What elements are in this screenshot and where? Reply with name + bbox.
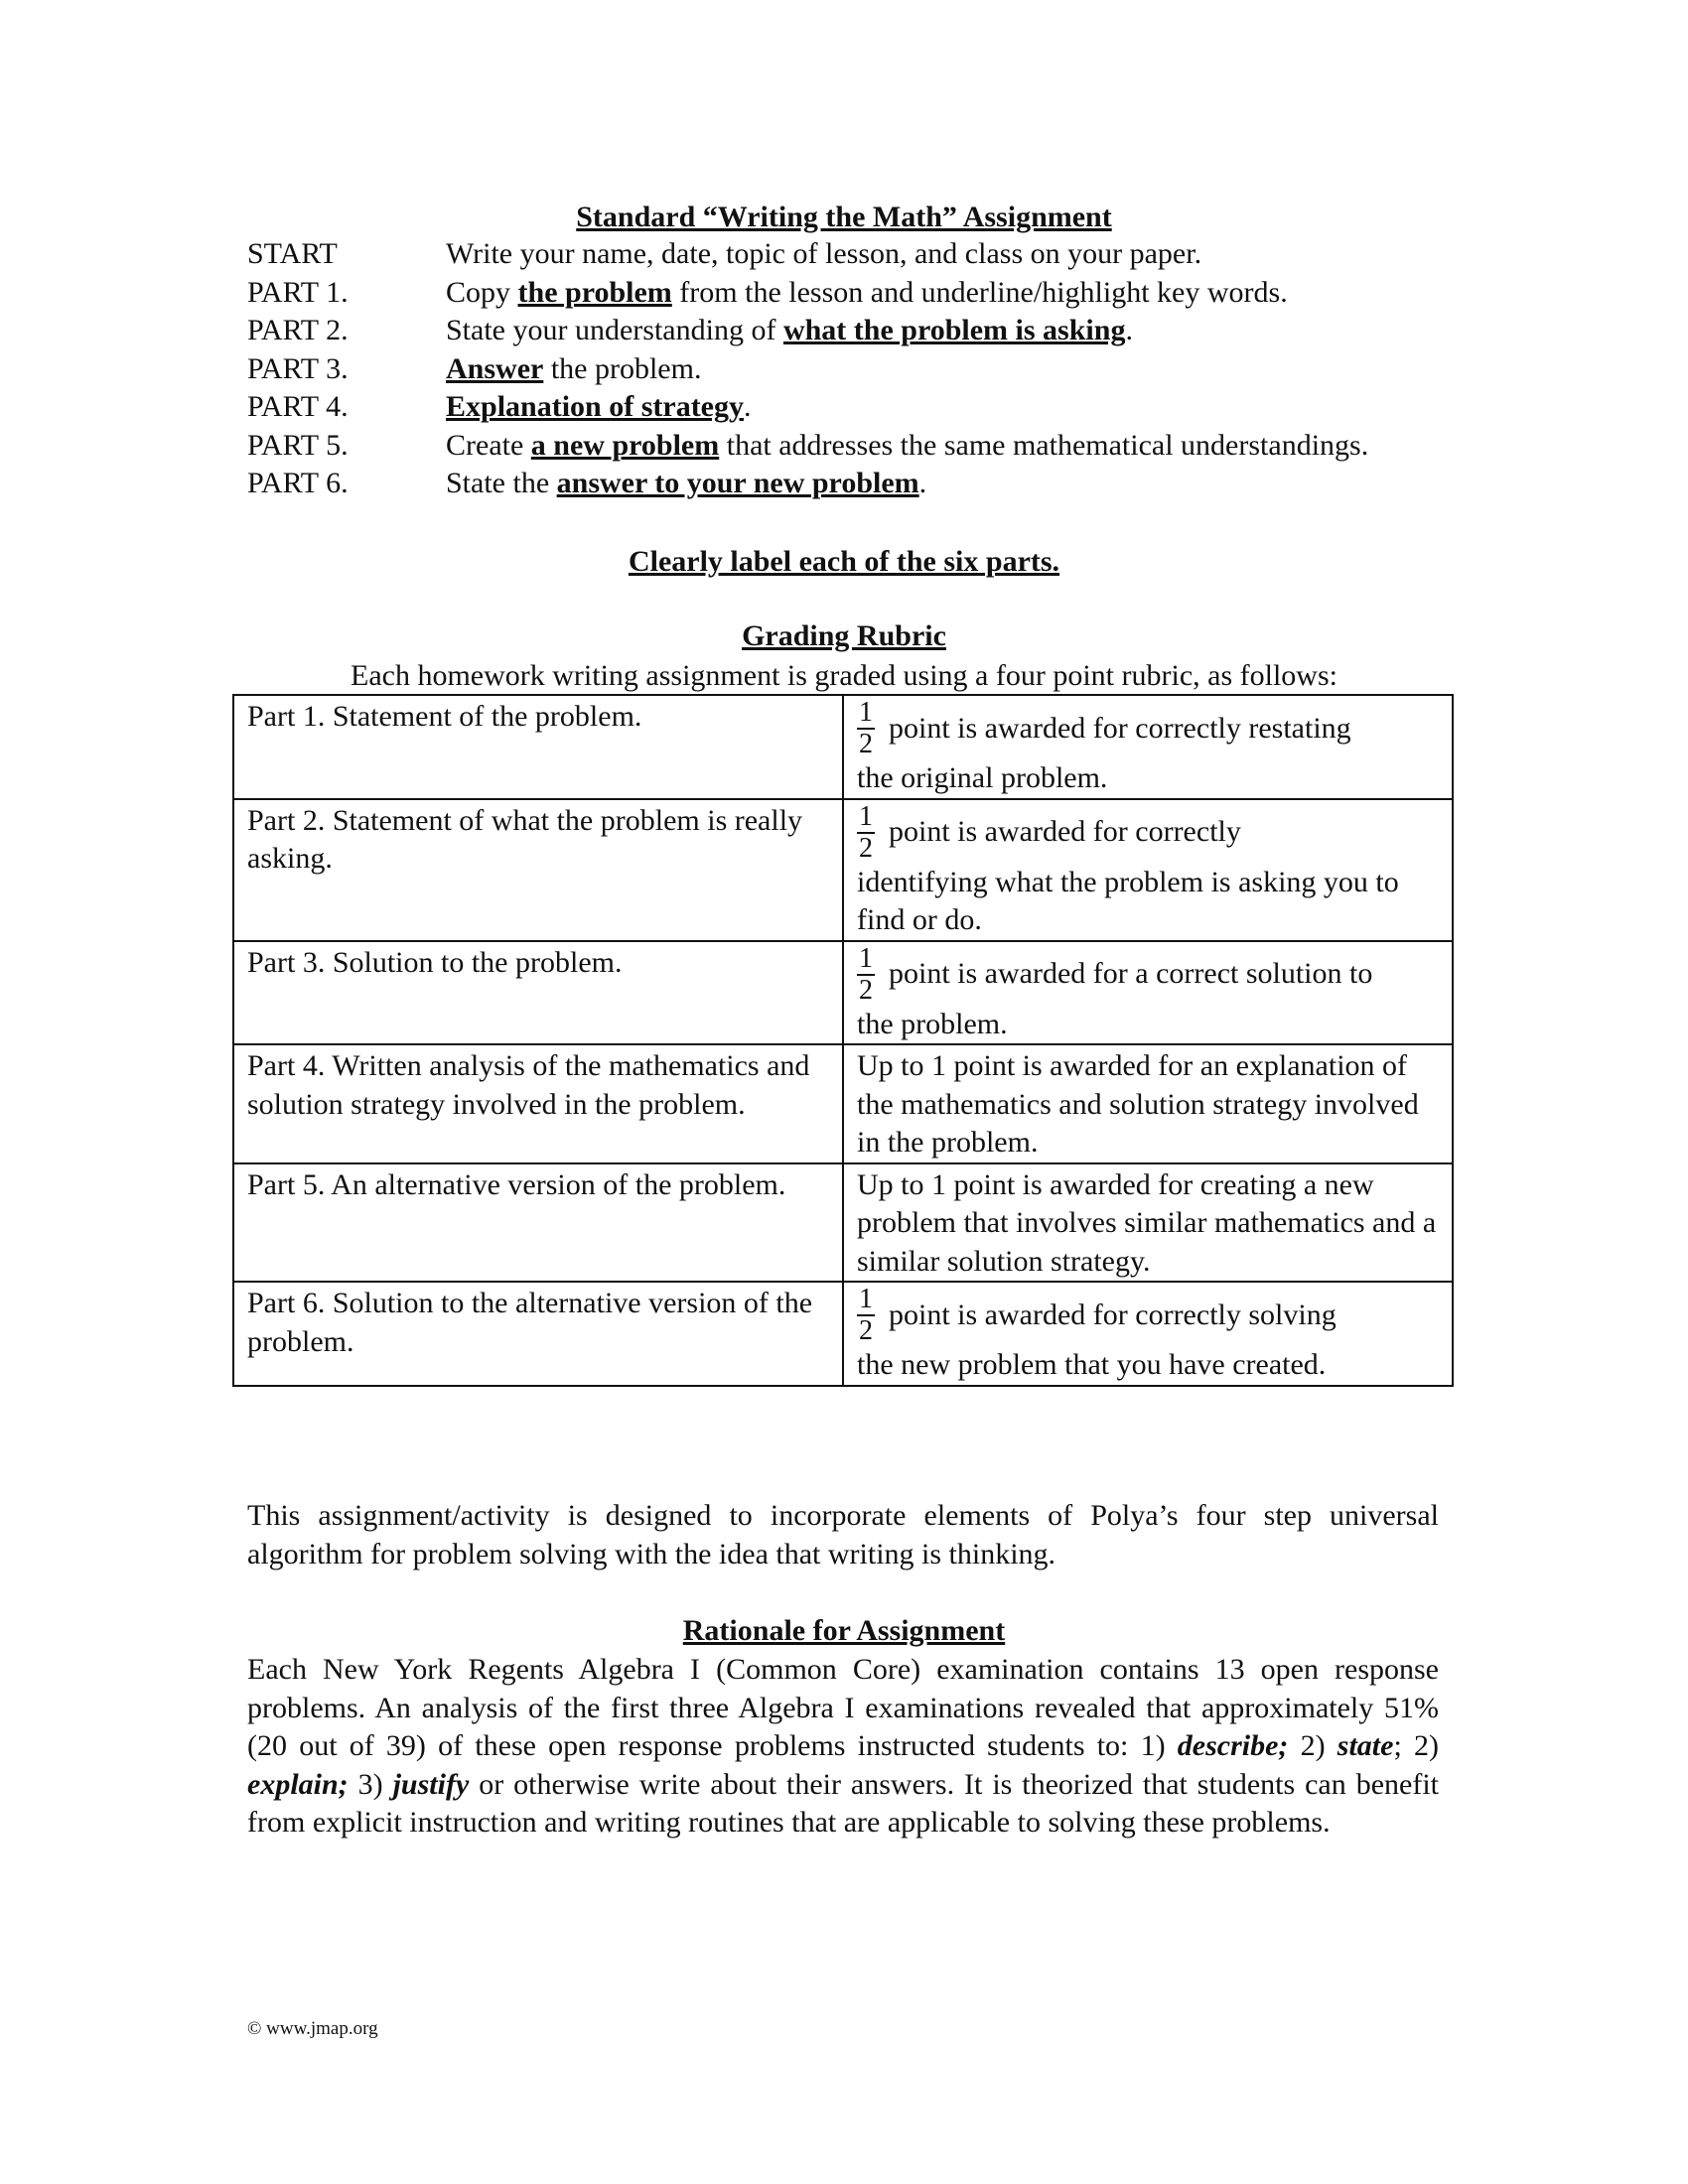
rubric-title: Grading Rubric — [742, 619, 946, 652]
text-segment: State the — [446, 467, 557, 499]
points-text-rest: the original problem. — [857, 761, 1108, 794]
rubric-row — [233, 941, 1453, 1045]
assignment-row — [247, 388, 1488, 427]
key-phrase: Answer — [446, 351, 544, 385]
rubric-part-cell: Part 1. Statement of the problem. — [233, 695, 843, 799]
text-segment: Create — [446, 428, 531, 462]
points-first-line — [857, 944, 1442, 1006]
rubric-row — [233, 799, 1453, 941]
assignment-row-text — [446, 427, 1488, 466]
rationale-text-1: Each New York Regents Algebra I (Common Core) examination contains 13 open response problems. An analysis of the first three Algebra I examinations revealed that approximately 51% (20 out of 39) of these open response problems instructed students to: 1) — [247, 1653, 1439, 1762]
points-first-line — [857, 1285, 1442, 1346]
rubric-row — [233, 1282, 1453, 1386]
points-text: point is awarded for correctly restating — [889, 711, 1351, 745]
assignment-title: Standard “Writing the Math” Assignment — [576, 201, 1112, 233]
fraction — [857, 1285, 875, 1346]
fraction — [857, 698, 875, 759]
rationale-sep-3: 3) — [348, 1767, 393, 1801]
key-phrase: what the problem is asking — [782, 314, 1126, 346]
rubric-intro: Each homework writing assignment is graded using a four point rubric, as follows: — [351, 659, 1337, 692]
points-text-rest: the problem. — [857, 1007, 1008, 1040]
text-segment: Copy — [446, 275, 518, 309]
rubric-part-cell: Part 4. Written analysis of the mathematics and solution strategy involved in the problem. — [233, 1044, 843, 1163]
assignment-row-label: PART 5. — [247, 428, 349, 462]
fraction-denominator: 2 — [859, 729, 873, 759]
keyword-justify: justify — [392, 1767, 470, 1801]
rubric-part-cell: Part 6. Solution to the alternative version of the problem. — [233, 1282, 843, 1386]
fraction-numerator: 1 — [859, 697, 873, 728]
label-parts-note: Clearly label each of the six parts. — [628, 545, 1060, 578]
fraction-denominator: 2 — [859, 974, 873, 1006]
assignment-list — [247, 235, 1488, 503]
assignment-row-text — [446, 274, 1488, 313]
fraction-numerator: 1 — [859, 942, 873, 974]
points-text-rest: the new problem that you have created. — [857, 1348, 1327, 1381]
fraction-denominator: 2 — [859, 832, 873, 864]
rubric-part-cell: Part 2. Statement of what the problem is really asking. — [233, 799, 843, 941]
assignment-row-label: PART 2. — [247, 314, 349, 346]
assignment-row-text — [446, 350, 1488, 389]
rationale-sep-2: ; 2) — [1393, 1729, 1439, 1762]
assignment-row-text — [446, 465, 1488, 503]
fraction — [857, 802, 875, 864]
rubric-points-cell — [843, 799, 1453, 941]
assignment-row-text — [446, 388, 1488, 427]
copyright-footer: © www.jmap.org — [247, 2018, 378, 2039]
keyword-state: state — [1336, 1729, 1394, 1762]
text-segment: State your understanding of — [446, 314, 783, 346]
assignment-row-text — [446, 312, 1488, 350]
fraction — [857, 944, 875, 1006]
key-phrase: the problem — [517, 275, 672, 309]
assignment-row — [247, 312, 1488, 350]
rubric-points-cell — [843, 941, 1453, 1045]
fraction-denominator: 2 — [859, 1315, 873, 1346]
key-phrase: answer to your new problem — [556, 467, 919, 499]
points-text: point is awarded for correctly — [889, 815, 1241, 849]
rubric-points-cell — [843, 1282, 1453, 1386]
rationale-paragraph — [247, 1651, 1439, 1843]
text-segment: Write your name, date, topic of lesson, and class on your paper. — [446, 237, 1202, 270]
assignment-row-text — [446, 235, 1488, 274]
points-first-line — [857, 698, 1442, 759]
assignment-row-label: PART 3. — [247, 351, 349, 385]
assignment-row — [247, 465, 1488, 503]
assignment-row-label: PART 6. — [247, 467, 349, 499]
text-segment: from the lesson and underline/highlight key words. — [671, 275, 1288, 309]
points-text: point is awarded for correctly solving — [889, 1297, 1336, 1331]
keyword-explain: explain; — [247, 1767, 349, 1801]
rationale-text-2: or otherwise write about their answers. It is theorized that students can benefit from explicit instruction and writing routines that are applicable to solving these problems. — [247, 1767, 1439, 1839]
text-segment: . — [744, 390, 752, 423]
rubric-points-cell — [843, 695, 1453, 799]
fraction-numerator: 1 — [859, 1284, 873, 1314]
rubric-part-cell: Part 3. Solution to the problem. — [233, 941, 843, 1045]
points-text: point is awarded for a correct solution to — [889, 957, 1373, 991]
text-segment: that addresses the same mathematical understandings. — [719, 428, 1369, 462]
text-segment: . — [918, 467, 927, 499]
text-segment: . — [1125, 314, 1133, 346]
rubric-row — [233, 695, 1453, 799]
key-phrase: a new problem — [530, 428, 720, 462]
rubric-row — [233, 1044, 1453, 1163]
rubric-part-cell: Part 5. An alternative version of the problem. — [233, 1163, 843, 1283]
points-first-line — [857, 802, 1442, 864]
assignment-row-label: START — [247, 237, 338, 270]
polya-paragraph: This assignment/activity is designed to incorporate elements of Polya’s four step universal algorithm for problem solving with the idea that writing is thinking. — [247, 1499, 1439, 1570]
assignment-row — [247, 274, 1488, 313]
rationale-title: Rationale for Assignment — [682, 1614, 1006, 1647]
rubric-row — [233, 1163, 1453, 1283]
assignment-row — [247, 350, 1488, 389]
rubric-table — [232, 694, 1454, 1387]
fraction-numerator: 1 — [859, 800, 873, 832]
rationale-sep-1: 2) — [1288, 1729, 1337, 1762]
assignment-row-label: PART 1. — [247, 275, 349, 309]
rubric-points-cell: Up to 1 point is awarded for creating a new problem that involves similar mathematics and a similar solution strategy. — [843, 1163, 1453, 1283]
assignment-row — [247, 427, 1488, 466]
keyword-describe: describe; — [1177, 1729, 1289, 1762]
key-phrase: Explanation of strategy — [446, 390, 744, 423]
rubric-points-cell: Up to 1 point is awarded for an explanation of the mathematics and solution strategy involved in the problem. — [843, 1044, 1453, 1163]
assignment-row — [247, 235, 1488, 274]
assignment-row-label: PART 4. — [247, 390, 349, 423]
points-text-rest: identifying what the problem is asking you to find or do. — [857, 865, 1399, 936]
text-segment: the problem. — [543, 351, 702, 385]
